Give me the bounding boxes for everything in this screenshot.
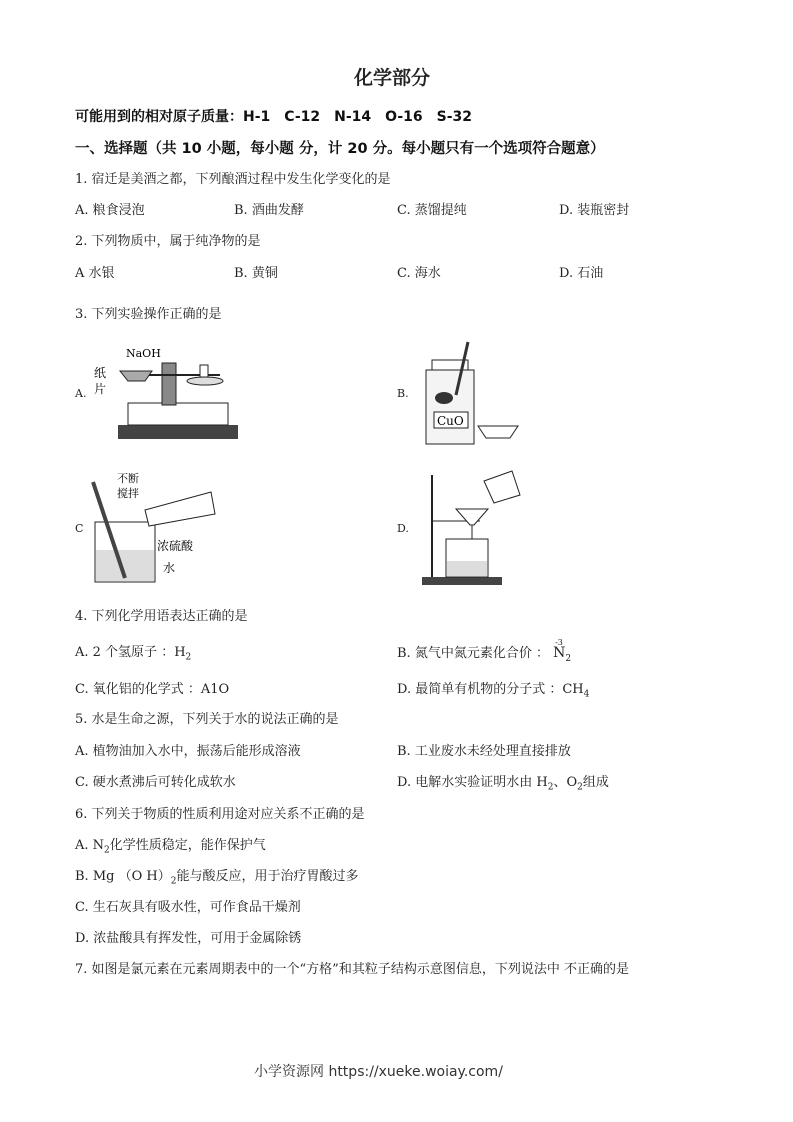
q6-stem: 6. 下列关于物质的性质利用途对应关系不正确的是 [75, 807, 365, 822]
q4-a-text: A. 2 个氢原子 ：H [75, 645, 186, 660]
q5-d-mid: 、O [553, 775, 578, 790]
q5-d-sub2: 2 [577, 782, 583, 793]
cuo-label: CuO [437, 414, 464, 428]
q3-option-b: B. [397, 387, 409, 400]
dilution-figure [85, 470, 235, 590]
q4-option-b [397, 638, 572, 667]
q6-a-post: 化学性质稳定，能作保护气 [109, 838, 266, 853]
section-heading: 一、选择题（共 10 小题，每小题 分，计 20 分。每小题只有一个选项符合题意） [75, 141, 605, 157]
paper-label-1: 纸 [94, 366, 107, 380]
q4-option-c: C. 氧化铝的化学式 ：A1O [75, 682, 230, 697]
q5-option-d [397, 775, 609, 796]
q4-d-sub: 4 [583, 689, 590, 700]
q6-b-post: 能与酸反应，用于治疗胃酸过多 [176, 869, 359, 884]
q1-option-c: C. 蒸馏提纯 [397, 203, 467, 218]
q2-stem: 2. 下列物质中，属于纯净物的是 [75, 234, 261, 249]
q2-option-b: B. 黄铜 [234, 266, 278, 281]
q6-b-sub: 2 [170, 876, 177, 887]
q4-a-sub: 2 [185, 652, 192, 663]
atomic-masses: 可能用到的相对原子质量：H-1 C-12 N-14 O-16 S-32 [75, 109, 472, 125]
q4-option-d [397, 682, 589, 703]
stir-label-2: 搅拌 [117, 487, 139, 500]
q4-option-a [75, 645, 191, 666]
q4-d-text: D. 最简单有机物的分子式 ：CH [397, 682, 584, 697]
q2-option-c: C. 海水 [397, 266, 441, 281]
acid-label: 浓硫酸 [157, 539, 194, 553]
naoh-label: NaOH [126, 347, 161, 360]
q6-a-sub: 2 [104, 845, 110, 856]
q3-stem: 3. 下列实验操作正确的是 [75, 307, 222, 322]
q4-b-element: N [553, 645, 566, 661]
q6-option-d: D. 浓盐酸具有挥发性，可用于金属除锈 [75, 931, 302, 946]
q5-option-c: C. 硬水煮沸后可转化成软水 [75, 775, 236, 790]
q2-option-d: D. 石油 [559, 266, 604, 281]
balance-figure [90, 343, 240, 443]
q6-option-b [75, 869, 358, 890]
page-title: 化学部分 [354, 67, 431, 89]
stir-label-1: 不断 [117, 472, 139, 485]
q2-option-a: A 水银 [75, 266, 115, 281]
q6-a-pre: A. N [75, 838, 105, 853]
q5-d-sub1: 2 [547, 782, 554, 793]
q4-b-text: B. 氮气中氮元素化合价 ： [397, 646, 549, 661]
q4-b-sub: 2 [565, 653, 572, 664]
q6-option-a [75, 838, 266, 859]
q4-b-valence: -3 [555, 638, 563, 647]
q5-stem: 5. 水是生命之源，下列关于水的说法正确的是 [75, 712, 339, 727]
q1-option-b: B. 酒曲发酵 [234, 203, 304, 218]
q1-stem: 1. 宿迁是美酒之都，下列酿酒过程中发生化学变化的是 [75, 172, 391, 187]
q4-stem: 4. 下列化学用语表达正确的是 [75, 609, 248, 624]
paper-label-2: 片 [94, 382, 107, 396]
footer-watermark: 小学资源网 https://xueke.woiay.com/ [254, 1064, 503, 1080]
q6-b-pre: B. Mg （O H） [75, 869, 171, 884]
q5-option-b: B. 工业废水未经处理直接排放 [397, 744, 571, 759]
q3-option-d: D. [397, 522, 409, 535]
q7-stem: 7. 如图是氯元素在元素周期表中的一个“方格”和其粒子结构示意图信息，下列说法中 不正确的是 [75, 962, 629, 977]
filtration-figure [420, 465, 530, 590]
q1-option-a: A. 粮食浸泡 [75, 203, 145, 218]
q5-d-post: 组成 [582, 775, 609, 790]
reagent-bottle-figure [420, 340, 525, 448]
water-label: 水 [163, 561, 176, 575]
q5-d-pre: D. 电解水实验证明水由 H [397, 775, 548, 790]
q3-option-a: A. [75, 387, 87, 400]
q3-option-c: C [75, 522, 84, 535]
q1-option-d: D. 装瓶密封 [559, 203, 630, 218]
q5-option-a: A. 植物油加入水中，振荡后能形成溶液 [75, 744, 301, 759]
q6-option-c: C. 生石灰具有吸水性，可作食品干燥剂 [75, 900, 301, 915]
